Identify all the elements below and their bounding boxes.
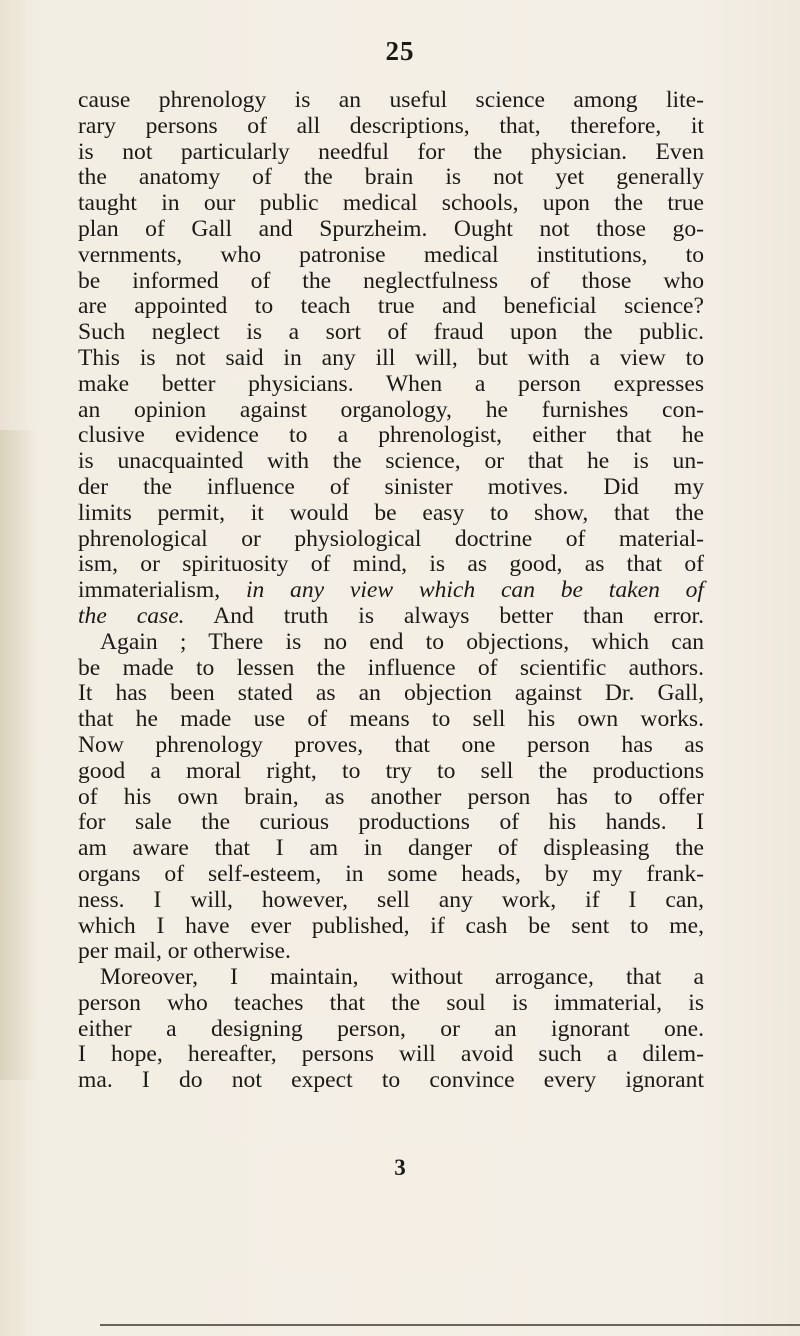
text-line-20 [78, 578, 704, 604]
text-line-6: plan of Gall and Spurzheim. Ought not those go- [78, 215, 704, 242]
text-line-17: limits permit, it would be easy to show, that the [78, 499, 704, 526]
text-line-35: Moreover, I maintain, without arrogance, that a [100, 964, 704, 991]
text-line-3: is not particularly needful for the physician. Even [78, 138, 704, 165]
text-line-14: clusive evidence to a phrenologist, either that he [78, 422, 704, 449]
text-line-29: for sale the curious productions of his hands. I [78, 809, 704, 836]
text-line-31: organs of self-esteem, in some heads, by my frank- [78, 860, 704, 887]
text-line-38: I hope, hereafter, persons will avoid such a dilem- [78, 1041, 704, 1068]
text-line-16: der the influence of sinister motives. Did my [78, 473, 704, 500]
text-line-36: person who teaches that the soul is immaterial, is [78, 989, 704, 1016]
text-line-13: an opinion against organology, he furnishes con- [78, 396, 704, 423]
text-line-21 [78, 604, 704, 630]
text-line-34: per mail, or otherwise. [78, 938, 291, 965]
text-line-20-plain: immaterialism, [78, 577, 246, 604]
text-line-18: phrenological or physiological doctrine of material- [78, 525, 704, 552]
text-line-2: rary persons of all descriptions, that, therefore, it [78, 112, 704, 139]
signature-mark: 3 [394, 1155, 406, 1180]
text-line-10: Such neglect is a sort of fraud upon the public. [78, 319, 704, 346]
text-line-7: vernments, who patronise medical institutions, to [78, 241, 704, 268]
text-line-27: good a moral right, to try to sell the productions [78, 757, 704, 784]
text-line-24: It has been stated as an objection against Dr. Gall, [78, 680, 704, 707]
text-line-21-italic: the case. [78, 602, 185, 629]
text-line-33: which I have ever published, if cash be sent to me, [78, 912, 704, 939]
text-line-32: ness. I will, however, sell any work, if I can, [78, 886, 704, 913]
bottom-edge-rule [100, 1324, 800, 1326]
text-line-22: Again ; There is no end to objections, which can [100, 628, 704, 655]
text-line-37: either a designing person, or an ignorant one. [78, 1015, 704, 1042]
text-line-12: make better physicians. When a person expresses [78, 370, 704, 397]
text-line-28: of his own brain, as another person has to offer [78, 783, 704, 810]
text-line-8: be informed of the neglectfulness of those who [78, 267, 704, 294]
text-line-21-plain: And truth is always better than error. [184, 602, 704, 629]
page-number: 25 [385, 36, 415, 66]
text-line-30: am aware that I am in danger of displeasing the [78, 835, 704, 862]
text-line-15: is unacquainted with the science, or that he is un- [78, 448, 704, 475]
text-line-20-italic: in any view which can be taken of [245, 577, 704, 604]
text-line-4: the anatomy of the brain is not yet generally [78, 164, 704, 191]
text-line-5: taught in our public medical schools, upon the true [78, 190, 704, 217]
text-line-19: ism, or spirituosity of mind, is as good, as that of [78, 551, 704, 578]
text-line-25: that he made use of means to sell his own works. [78, 706, 704, 733]
text-line-9: are appointed to teach true and beneficial science? [78, 293, 704, 320]
binding-shadow [0, 430, 38, 1080]
body-text [78, 88, 704, 1094]
text-line-23: be made to lessen the influence of scientific authors. [78, 654, 704, 681]
text-line-1: cause phrenology is an useful science among lite- [78, 87, 704, 113]
text-line-39: ma. I do not expect to convince every ignorant [78, 1067, 704, 1094]
text-line-11: This is not said in any ill will, but with a view to [78, 344, 704, 371]
text-line-26: Now phrenology proves, that one person has as [78, 731, 704, 758]
